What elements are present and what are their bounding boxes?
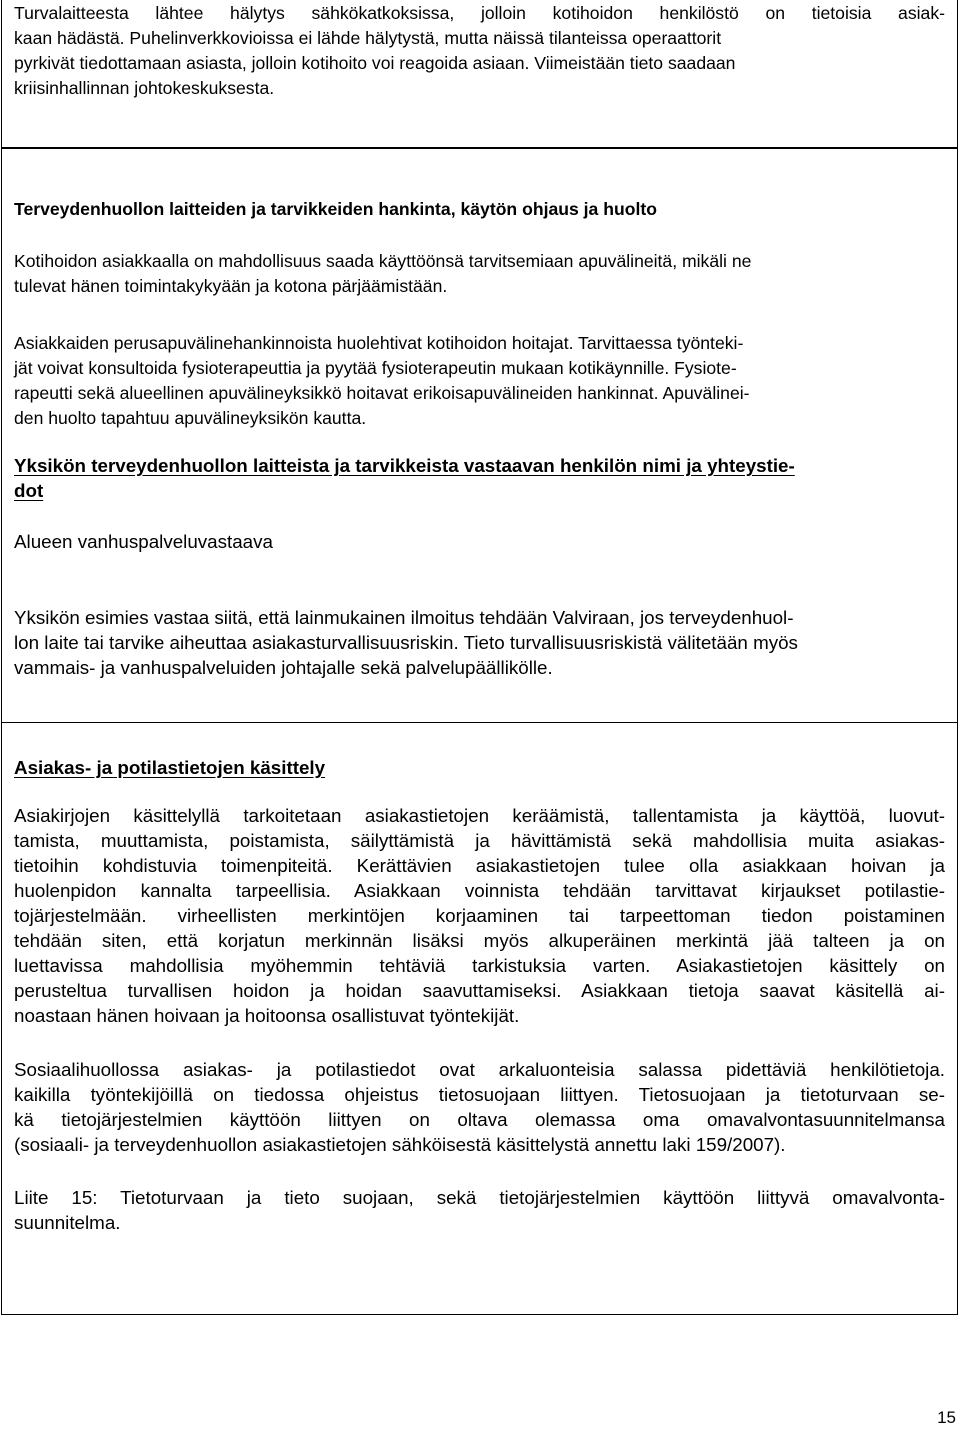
text-line: kaikilla työntekijöillä on tiedossa ohjeistus tietosuojaan liittyen. Tietosuojaan ja tietoturvaan se- bbox=[14, 1084, 945, 1105]
text-line: tulevat hänen toimintakykyään ja kotona pärjäämistään. bbox=[14, 276, 448, 296]
text-line: kriisinhallinnan johtokeskuksesta. bbox=[14, 78, 275, 98]
section-box-records bbox=[1, 722, 958, 1315]
records-paragraph-3 bbox=[14, 1185, 945, 1235]
text-line: pyrkivät tiedottamaan asiasta, jolloin kotihoito voi reagoida asiaan. Viimeistään tieto saadaan bbox=[14, 53, 736, 73]
text-line: Sosiaalihuollossa asiakas- ja potilastiedot ovat arkaluonteisia salassa pidettäviä henkilötietoja. bbox=[14, 1059, 945, 1080]
text-line: huolenpidon kannalta tarpeellisia. Asiakkaan voinnista tehdään tarvittavat kirjaukset potilastie- bbox=[14, 880, 945, 901]
text-line: Kotihoidon asiakkaalla on mahdollisuus saada käyttöönsä tarvitsemiaan apuvälineitä, mikäli ne bbox=[14, 251, 752, 271]
text-line: tojärjestelmään. virheellisten merkintöjen korjaaminen tai tarpeettoman tiedon poistaminen bbox=[14, 905, 945, 926]
equipment-paragraph-3 bbox=[14, 605, 945, 680]
text-line: Turvalaitteesta lähtee hälytys sähkökatkoksissa, jolloin kotihoidon henkilöstö on tietoisia asiak- bbox=[14, 3, 945, 23]
section-heading-records: Asiakas- ja potilastietojen käsittely bbox=[14, 757, 326, 778]
text-line: den huolto tapahtuu apuvälineyksikön kautta. bbox=[14, 408, 367, 428]
text-line: jät voivat konsultoida fysioterapeuttia ja pyytää fysioterapeutin mukaan kotikäynnille. Fysiote- bbox=[14, 358, 737, 378]
text-line: (sosiaali- ja terveydenhuollon asiakastietojen sähköisestä käsittelystä annettu laki 159/2007). bbox=[14, 1134, 786, 1155]
text-line: Asiakirjojen käsittelyllä tarkoitetaan asiakastietojen keräämistä, tallentamista ja käyttöä, luovut- bbox=[14, 805, 945, 826]
text-line: Yksikön esimies vastaa siitä, että lainmukainen ilmoitus tehdään Valviraan, jos terveydenhuol- bbox=[14, 607, 794, 628]
page-number: 15 bbox=[937, 1408, 956, 1427]
responsible-person-name: Alueen vanhuspalveluvastaava bbox=[14, 531, 273, 552]
text-line: luettavissa mahdollisia myöhemmin tehtäviä tarkistuksia varten. Asiakastietojen käsittely on bbox=[14, 955, 945, 976]
equipment-paragraph-1 bbox=[14, 249, 945, 299]
section-heading-equipment: Terveydenhuollon laitteiden ja tarvikkeiden hankinta, käytön ohjaus ja huolto bbox=[14, 199, 657, 219]
text-line: vammais- ja vanhuspalveluiden johtajalle sekä palvelupäällikölle. bbox=[14, 657, 553, 678]
text-line: Asiakkaiden perusapuvälinehankinnoista huolehtivat kotihoidon hoitajat. Tarvittaessa työnteki- bbox=[14, 333, 744, 353]
responsible-person-heading bbox=[14, 453, 945, 503]
text-line: lon laite tai tarvike aiheuttaa asiakasturvallisuusriskin. Tieto turvallisuusriskistä välitetään myös bbox=[14, 632, 798, 653]
records-paragraph-2 bbox=[14, 1057, 945, 1157]
text-line: tehdään siten, että korjatun merkinnän lisäksi myös alkuperäinen merkintä jää talteen ja on bbox=[14, 930, 945, 951]
text-line: tamista, muuttamista, poistamista, säilyttämistä ja hävittämistä sekä mahdollisia muita asiakas- bbox=[14, 830, 945, 851]
text-line: suunnitelma. bbox=[14, 1212, 121, 1233]
text-line: kaan hädästä. Puhelinverkkovioissa ei lähde hälytystä, mutta näissä tilanteissa operaattorit bbox=[14, 28, 722, 48]
text-line: tietoihin kohdistuvia toimenpiteitä. Kerättävien asiakastietojen tulee olla asiakkaan hoivan ja bbox=[14, 855, 945, 876]
info-box-alarms bbox=[1, 0, 958, 148]
alarm-paragraph bbox=[14, 1, 945, 101]
equipment-paragraph-2 bbox=[14, 331, 945, 431]
text-line: kä tietojärjestelmien käyttöön liittyen on oltava olemassa oma omavalvontasuunnitelmansa bbox=[14, 1109, 945, 1130]
text-line: perusteltua turvallisen hoidon ja hoidan saavuttamiseksi. Asiakkaan tietoja saavat käsitellä ai- bbox=[14, 980, 945, 1001]
records-paragraph-1 bbox=[14, 803, 945, 1028]
text-line: dot bbox=[14, 480, 44, 501]
text-line: noastaan hänen hoivaan ja hoitoonsa osallistuvat työntekijät. bbox=[14, 1005, 520, 1026]
section-box-equipment bbox=[1, 148, 958, 723]
text-line: Yksikön terveydenhuollon laitteista ja tarvikkeista vastaavan henkilön nimi ja yhteystie- bbox=[14, 455, 795, 476]
text-line: rapeutti sekä alueellinen apuvälineyksikkö hoitavat erikoisapuvälineiden hankinnat. Apuvälinei- bbox=[14, 383, 750, 403]
text-line: Liite 15: Tietoturvaan ja tieto suojaan, sekä tietojärjestelmien käyttöön liittyvä omavalvonta- bbox=[14, 1187, 945, 1208]
